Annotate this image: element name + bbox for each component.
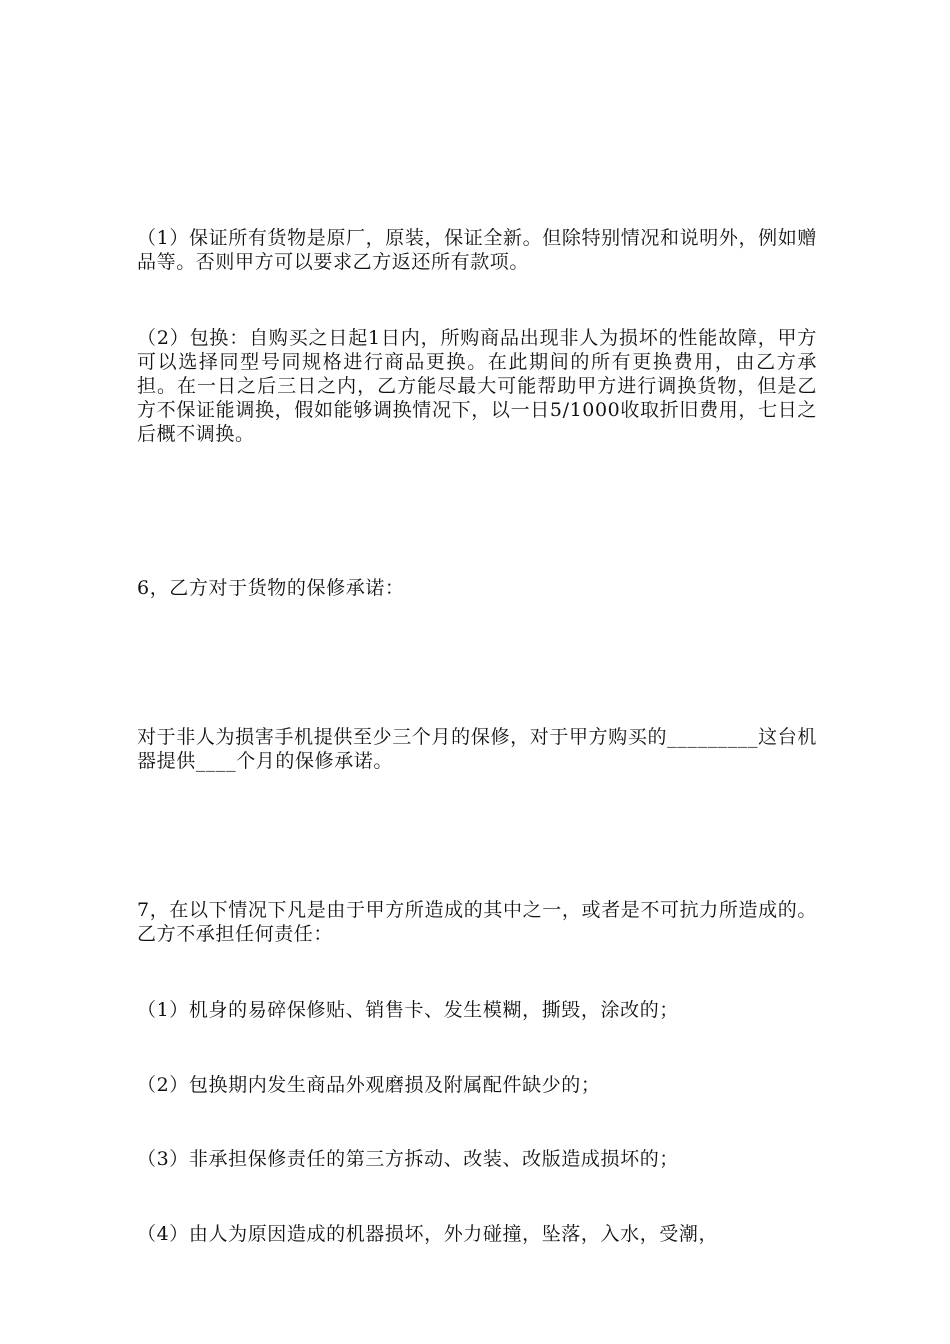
clause-5-item-2: （2）包换：自购买之日起1日内，所购商品出现非人为损坏的性能故障，甲方可以选择同型号同规格进行商品更换。在此期间的所有更换费用，由乙方承担。在一日之后三日之内，乙方能尽最大可能帮助甲方进行调换货物，但是乙方不保证能调换，假如能够调换情况下，以一日5/1000收取折旧费用，七日之后概不调换。: [137, 327, 817, 445]
clause-7-item-4: （4）由人为原因造成的机器损坏，外力碰撞，坠落，入水，受潮，: [137, 1223, 719, 1245]
clause-5-item-1: （1）保证所有货物是原厂，原装，保证全新。但除特别情况和说明外，例如赠品等。否则甲方可以要求乙方返还所有款项。: [137, 227, 817, 273]
clause-7-item-2: （2）包换期内发生商品外观磨损及附属配件缺少的；: [137, 1074, 601, 1096]
clause-6-heading: 6，乙方对于货物的保修承诺：: [137, 577, 405, 599]
clause-7-heading: 7，在以下情况下凡是由于甲方所造成的其中之一，或者是不可抗力所造成的。乙方不承担任何责任：: [137, 899, 817, 945]
clause-6-warranty-text: 对于非人为损害手机提供至少三个月的保修，对于甲方购买的_________这台机器提供____个月的保修承诺。: [137, 726, 817, 772]
clause-7-item-3: （3）非承担保修责任的第三方拆动、改装、改版造成损坏的；: [137, 1148, 679, 1170]
clause-7-item-1: （1）机身的易碎保修贴、销售卡、发生模糊，撕毁，涂改的；: [137, 999, 679, 1021]
